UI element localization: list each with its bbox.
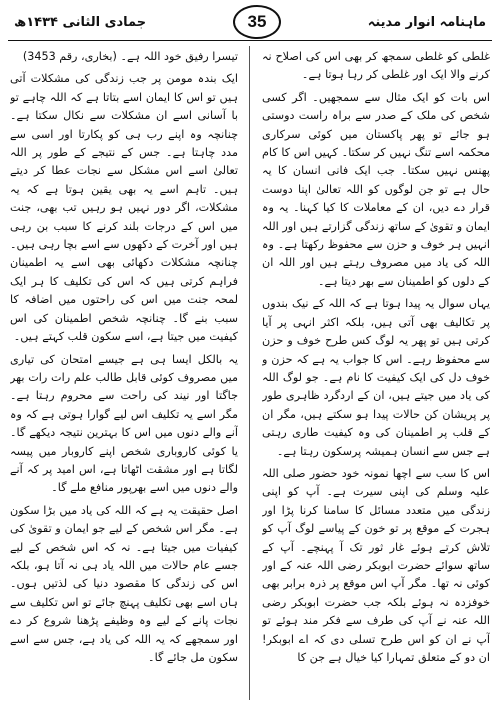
- paragraph: غلطی کو غلطی سمجھ کر بھی اس کی اصلاح نہ کرنے والا ایک اور غلطی کر رہا ہوتا ہے۔: [262, 50, 490, 82]
- column-divider: [249, 46, 250, 700]
- paragraph: اس کا سب سے اچھا نمونہ خود حضور صلی اللہ علیہ وسلم کی اپنی سیرت ہے۔ آپ کو اپنی زندگی میں متعدد مسائل کا سامنا کرنا پڑا اور ہجرت کے موقع پر تو خون کے پیاسے لوگ آپ کو تلاش کرتے ہوئے غار ثور تک آ پہنچے۔ آپ کے ساتھ سوائے حضرت ابوبکر رضی اللہ عنہ کے اور کوئی نہ تھا۔ مگر آپ اس موقع پر ذرہ برابر بھی خوفزدہ نہ ہوئے بلکہ جب حضرت ابوبکر رضی اللہ عنہ نے آپ کی طرف سے فکر مند ہوئے تو آپ نے ان کو اس طرح تسلی دی کہ اے ابوبکر! ان دو کے متعلق تمہارا کیا خیال ہے جن کا: [262, 466, 490, 664]
- journal-title: ماہنامہ انوار مدینہ: [367, 14, 486, 30]
- page-number: 35: [233, 5, 281, 39]
- paragraph: تیسرا رفیق خود اللہ ہے۔ (بخاری، رقم 3453): [22, 50, 238, 63]
- paragraph: اس بات کو ایک مثال سے سمجھیں۔ اگر کسی شخص کی ملک کے صدر سے براہ راست دوستی ہو جائے تو پھر پاکستان میں کوئی سرکاری محکمہ اسے تنگ نہیں کر سکتا۔ کہیں اس کا کام پھنس نہیں سکتا۔ جب ایک فانی انسان کا یہ حال ہے تو جن لوگوں کو اللہ تعالیٰ اپنا دوست قرار دے دیں، ان کے معاملات کا کیا کہنا۔ یہ وہ ایمان و تقویٰ کے ساتھ زندگی گزارتے ہیں اور اللہ انہیں ہر خوف و حزن سے محفوظ رکھتا ہے۔ وہ اللہ کی یاد میں مصروف رہتے ہیں اور اللہ ان کے دلوں کو اطمینان سے بھر دیتا ہے۔: [262, 90, 490, 288]
- right-column: [262, 48, 490, 700]
- left-column: [10, 48, 238, 700]
- header-rule: [8, 40, 492, 41]
- paragraph: اصل حقیقت یہ ہے کہ اللہ کی یاد میں بڑا سکون ہے۔ مگر اس شخص کے لیے جو ایمان و تقویٰ کی کیفیات میں جیتا ہے۔ نہ کہ اس شخص کے لیے جسے عام حالات میں اللہ یاد ہی نہ آتا ہو، بلکہ اس کی زندگی کا مقصود دنیا کی لذتیں ہوں۔ ہاں اسے بھی تکلیف پہنچ جائے تو اس تکلیف سے نجات پانے کے لیے وہ وظیفے پڑھنا شروع کر دے اور سمجھے کہ یہ اللہ کی یاد ہے، جس سے اسے سکون مل جائے گا۔: [10, 503, 238, 664]
- paragraph: یہ بالکل ایسا ہی ہے جیسے امتحان کی تیاری میں مصروف کوئی قابل طالب علم رات رات بھر جاگتا اور نیند کی راحت سے محروم رہتا ہے۔ مگر اسے یہ تکلیف اس لیے گوارا ہوتی ہے کہ وہ آنے والے دنوں میں اس کا بہترین نتیجہ دیکھے گا۔ یا کوئی کاروباری شخص اپنے کاروبار میں پیسہ لگاتا ہے اور مشقت اٹھاتا ہے، اس امید پر کہ آنے والے دنوں میں اسے بھرپور منافع ملے گا۔: [10, 352, 238, 495]
- issue-date: جمادی الثانی ۱۴۳۴ھ: [14, 14, 147, 30]
- paragraph: یہاں سوال یہ پیدا ہوتا ہے کہ اللہ کے نیک بندوں پر تکالیف بھی آتی ہیں، بلکہ اکثر انہی پر آیا کرتی ہیں تو پھر یہ لوگ کس طرح خوف و حزن سے محفوظ رہے۔ اس کا جواب یہ ہے کہ حزن و خوف دل کی ایک کیفیت کا نام ہے۔ جو لوگ اللہ کی یاد میں جیتے ہیں، ان کے اردگرد ظاہری طور پر پریشان کن حالات پیدا ہو سکتے ہیں، مگر ان کے قلب پر اطمینان کی وہ کیفیت طاری رہتی ہے جس سے انسان ہمیشہ پرسکون رہتا ہے۔: [262, 297, 490, 458]
- page-header: [8, 4, 492, 40]
- paragraph: ایک بندہ مومن پر جب زندگی کی مشکلات آتی ہیں تو اس کا ایمان اسے بتاتا ہے کہ اللہ چاہے تو با آسانی اسے ان مشکلات سے نکال سکتا ہے۔ چنانچہ وہ اپنے رب ہی کو پکارتا اور اسی سے مدد چاہتا ہے۔ جس کے نتیجے کے طور پر اللہ تعالیٰ اسے اس مشکل سے نجات عطا کر دیتے ہیں۔ تاہم اسے یہ بھی یقین ہوتا ہے کہ یہ مشکلات، اگر دور نہیں ہو رہیں تب بھی، جنت میں اس کے درجات بلند کرنے کا سبب بن رہی ہیں اور آخرت کے دکھوں سے اسے بچا رہی ہیں۔ چنانچہ مشکلات دکھائی بھی اسے یہ اطمینان فراہم کرتی ہیں کہ اس کی تکلیف کا ہر ایک لمحہ جنت میں اس کی راحتوں میں اضافہ کا سبب بنے گا۔ چنانچہ شخص اطمینان کی اس کیفیت میں جیتا ہے، اسے سکون قلب کہتے ہیں۔: [10, 72, 238, 344]
